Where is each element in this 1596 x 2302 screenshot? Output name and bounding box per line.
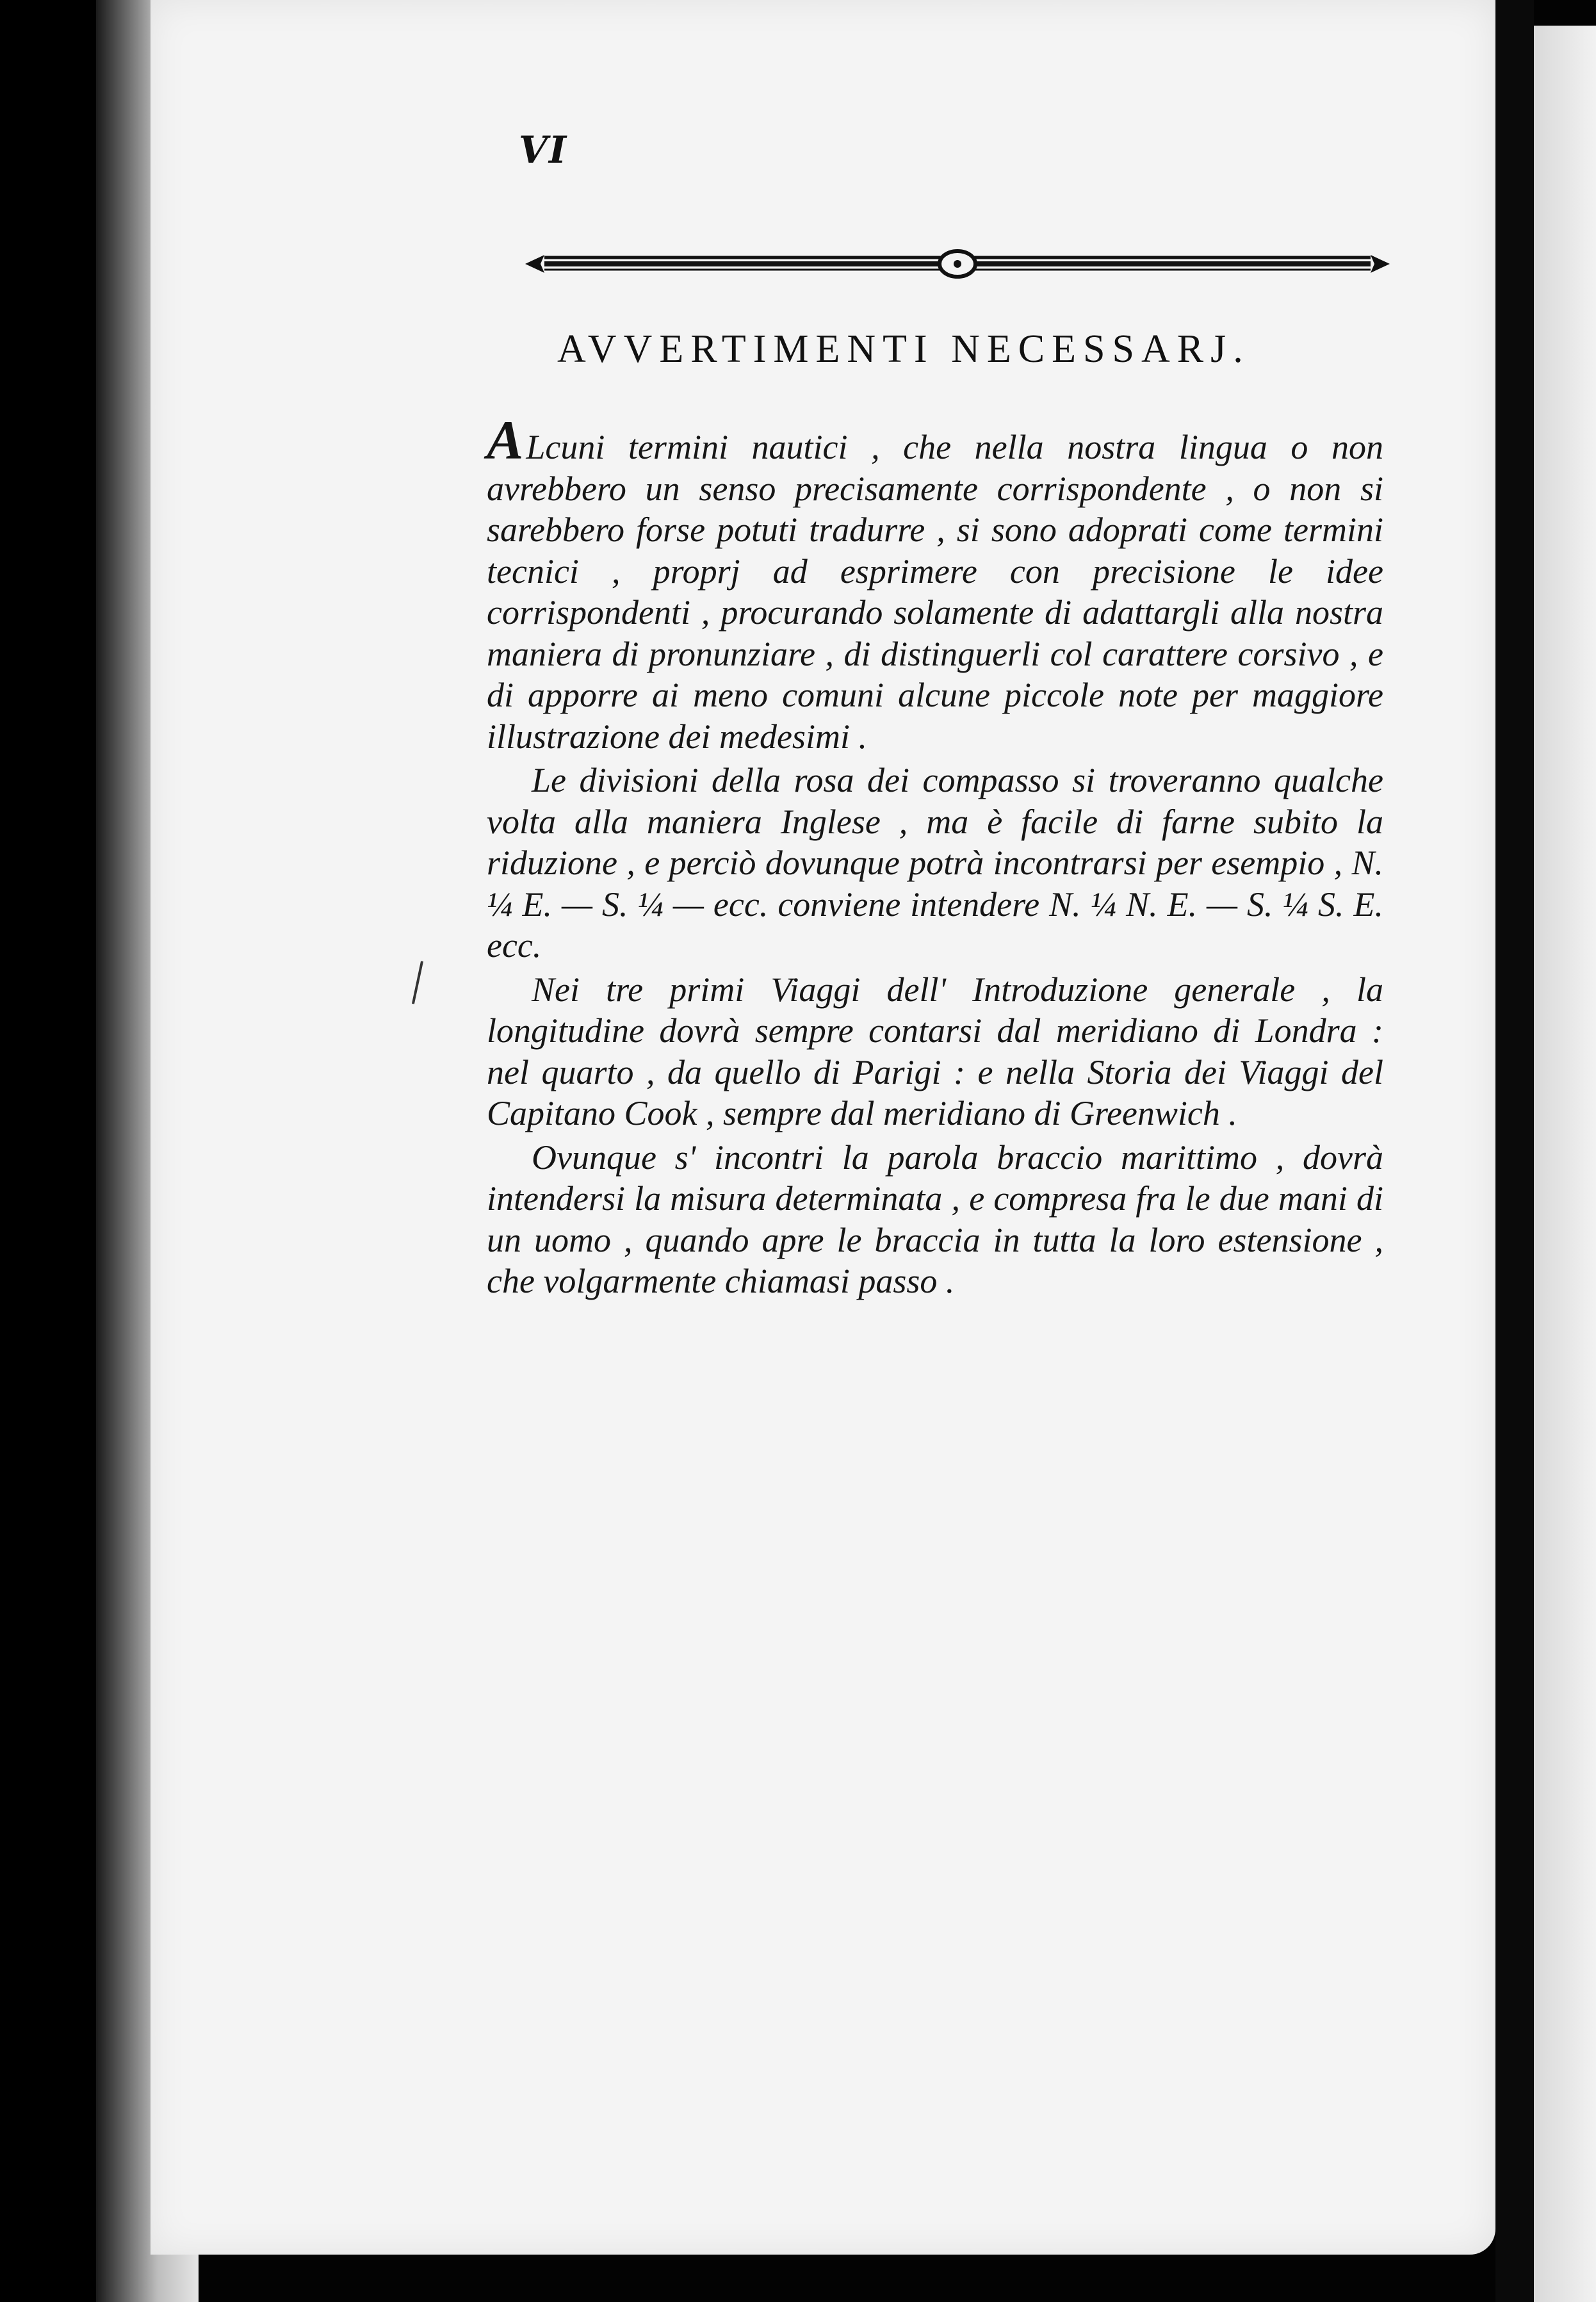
facing-page-edge [1534,26,1596,2302]
drop-cap: A [487,409,524,471]
paragraph-2: Le divisioni della rosa dei compasso si troveranno qualche volta alla maniera Inglese , ma è facile di farne subito la riduzione , e perciò dovunque potrà incontrarsi per esempio , N. ¼ E. — S. ¼ — ecc. conviene intendere N. ¼ N. E. — S. ¼ S. E. ecc. [487,761,1383,965]
paragraph-4: Ovunque s' incontri la parola braccio marittimo , dovrà intendersi la misura determinata , e compresa fra le due mani di un uomo , quando apre le braccia in tutta la loro estensione , che volgarmente chiamasi passo . [487,1138,1383,1300]
scan-left-border [0,0,96,2302]
body-text [487,409,1383,1305]
paragraph-1-text: Lcuni termini nautici , che nella nostra lingua o non avrebbero un senso precisamente corrispondente , o non si sarebbero forse potuti tradurre , si sono adoprati come termini tecnici , proprj ad esprimere con precisione le idee corrispondenti , procurando solamente di adattargli alla nostra maniera di pronunziare , di distinguerli col carattere corsivo , e di apporre ai meno comuni alcune piccole note per maggiore illustrazione dei medesimi . [487,428,1383,756]
paragraph-3: Nei tre primi Viaggi dell' Introduzione generale , la longitudine dovrà sempre contarsi dal meridiano di Londra : nel quarto , da quello di Parigi : e nella Storia dei Viaggi del Capitano Cook , sempre dal meridiano di Greenwich . [487,970,1383,1132]
paragraph-1 [487,409,1383,757]
ornamental-rule [519,243,1396,282]
section-heading: AVVERTIMENTI NECESSARJ. [557,327,1250,371]
page-number: VI [519,128,568,172]
page-gutter [1495,0,1534,2302]
